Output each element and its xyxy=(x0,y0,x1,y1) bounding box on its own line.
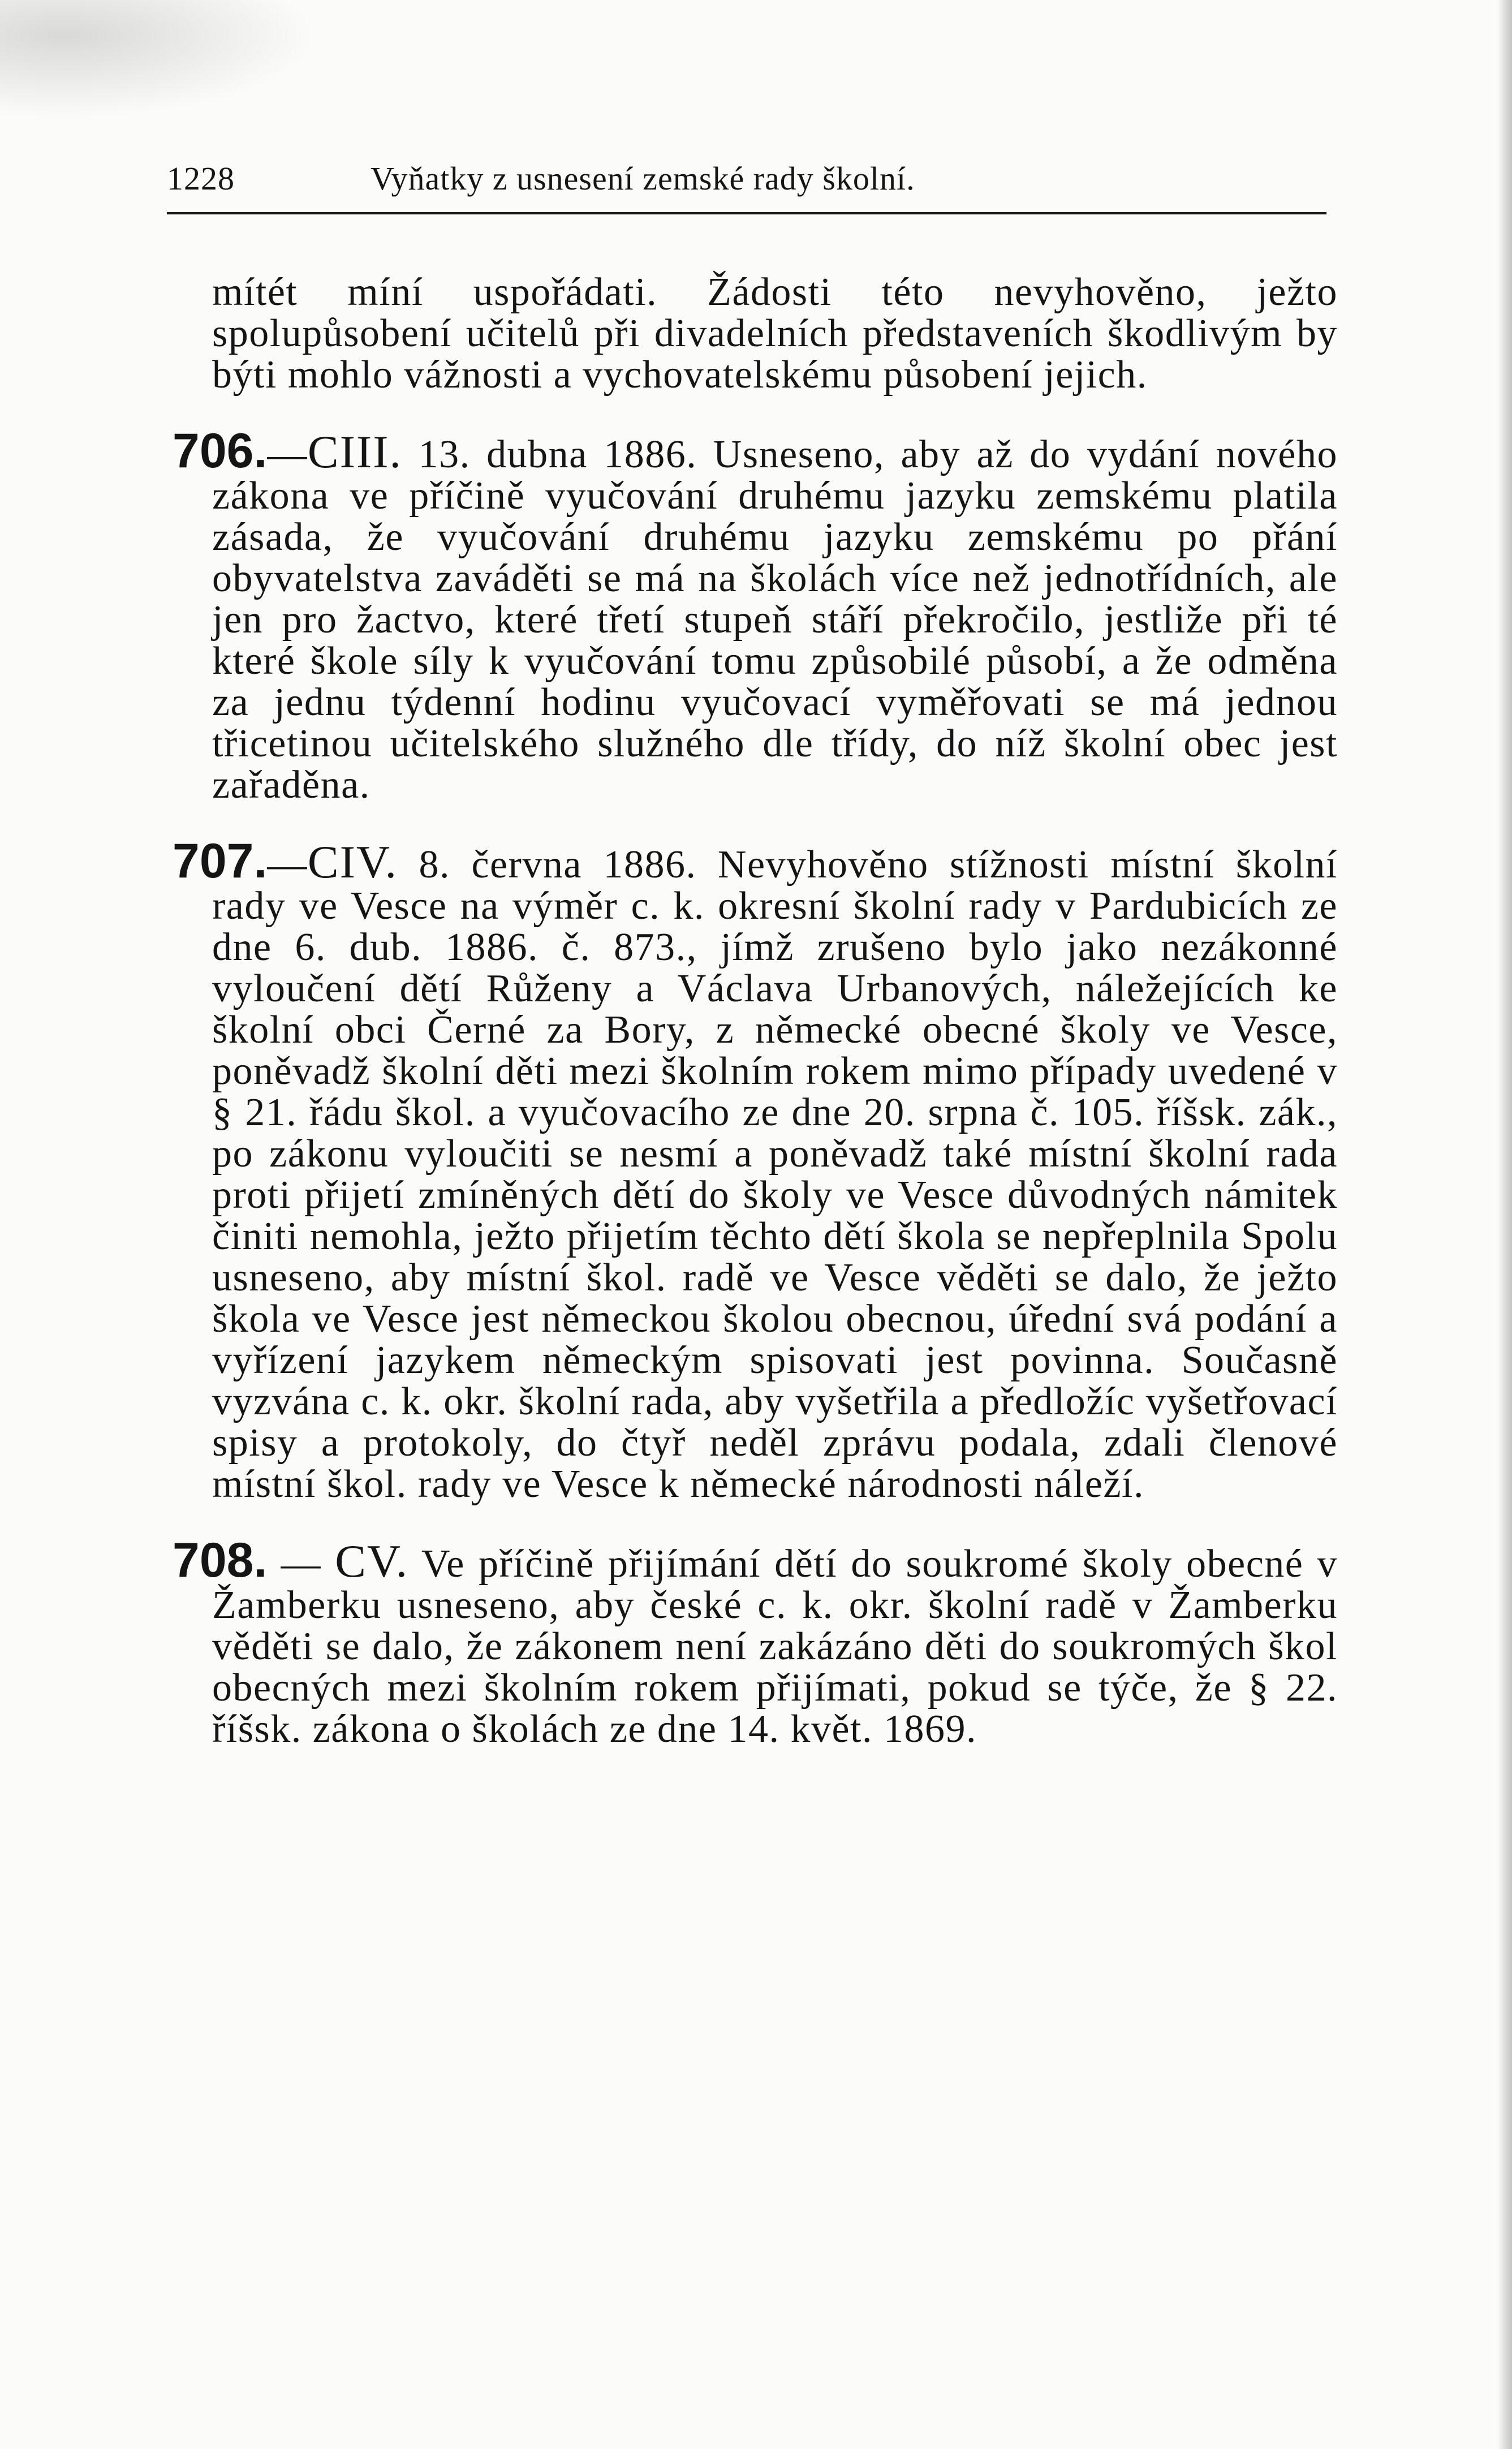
entry-dash: — xyxy=(267,843,308,886)
entry-dash: — xyxy=(267,433,308,476)
entry-707 xyxy=(173,834,1338,1506)
intro-paragraph: mítét míní uspořádati. Žádosti této nevyhověno, ježto spolupůsobení učitelů při divadelních představeních škodlivým by býti mohlo vážnosti a vychovatelskému působení jejich. xyxy=(212,270,1338,397)
running-title: Vyňatky z usnesení zemské rady školní. xyxy=(371,160,915,197)
entry-text: 8. června 1886. Nevyhověno stížnosti místní školní rady ve Vesce na výměr c. k. okresní školní rady v Pardubicích ze dne 6. dub. 1886. č. 873., jímž zrušeno bylo jako nezákonné vyloučení dětí Růženy a Václava Urbanových, náležejících ke školní obci Černé za Bory, z německé obecné školy ve Vesce, poněvadž školní děti mezi školním rokem mimo případy uvedené v § 21. řádu škol. a vyučovacího ze dne 20. srpna č. 105. říšsk. zák., po zákonu vyloučiti se nesmí a poněvadž také místní školní rada proti přijetí zmíněných dětí do školy ve Vesce důvodných námitek činiti nemohla, ježto přijetím těchto dětí škola se nepřeplnila Spolu usneseno, aby místní škol. radě ve Vesce věděti se dalo, že ježto škola ve Vesce jest německou školou obecnou, úřední svá podání a vyřízení jazykem německým spisovati jest povinna. Současně vyzvána c. k. okr. školní rada, aby vyšetřila a předložíc vyšetřovací spisy a protokoly, do čtyř neděl zprávu podala, zdali členové místní škol. rady ve Vesce k německé národnosti náleží. xyxy=(212,843,1338,1506)
entry-number: 707. xyxy=(173,834,268,888)
body-text xyxy=(173,270,1338,1751)
entry-roman-numeral: CIV. xyxy=(307,836,398,888)
page-header xyxy=(167,153,1326,209)
entry-708 xyxy=(173,1533,1338,1751)
entry-roman-numeral: CIII. xyxy=(307,426,403,477)
entry-text: Ve příčině přijímání dětí do soukromé školy obecné v Žamberku usneseno, aby české c. k. okr. školní radě v Žamberku věděti se dalo, že zákonem není zakázáno děti do soukromých škol obecných mezi školním rokem přijímati, pokud se týče, že § 22. říšsk. zákona o školách ze dne 14. květ. 1869. xyxy=(212,1542,1338,1751)
header-rule xyxy=(167,212,1326,214)
entry-text: 13. dubna 1886. Usneseno, aby až do vydání nového zákona ve příčině vyučování druhému jazyku zemskému platila zásada, že vyučování druhému jazyku zemskému po přání obyvatelstva zaváděti se má na školách více než jednotřídních, ale jen pro žactvo, které třetí stupeň stáří překročilo, jestliže při té které škole síly k vyučování tomu způsobilé působí, a že odměna za jednu týdenní hodinu vyučovací vyměřovati se má jednou třicetinou učitelského služného dle třídy, do níž školní obec jest zařaděna. xyxy=(212,433,1338,807)
scan-smudge xyxy=(0,0,317,119)
entry-dash: — xyxy=(267,1542,335,1586)
entry-number: 708. xyxy=(173,1533,268,1587)
page-number: 1228 xyxy=(167,160,235,197)
entry-roman-numeral: CV. xyxy=(335,1535,409,1587)
scan-edge-shadow xyxy=(1497,0,1512,2449)
entry-706 xyxy=(173,424,1338,807)
entry-number: 706. xyxy=(173,424,268,478)
